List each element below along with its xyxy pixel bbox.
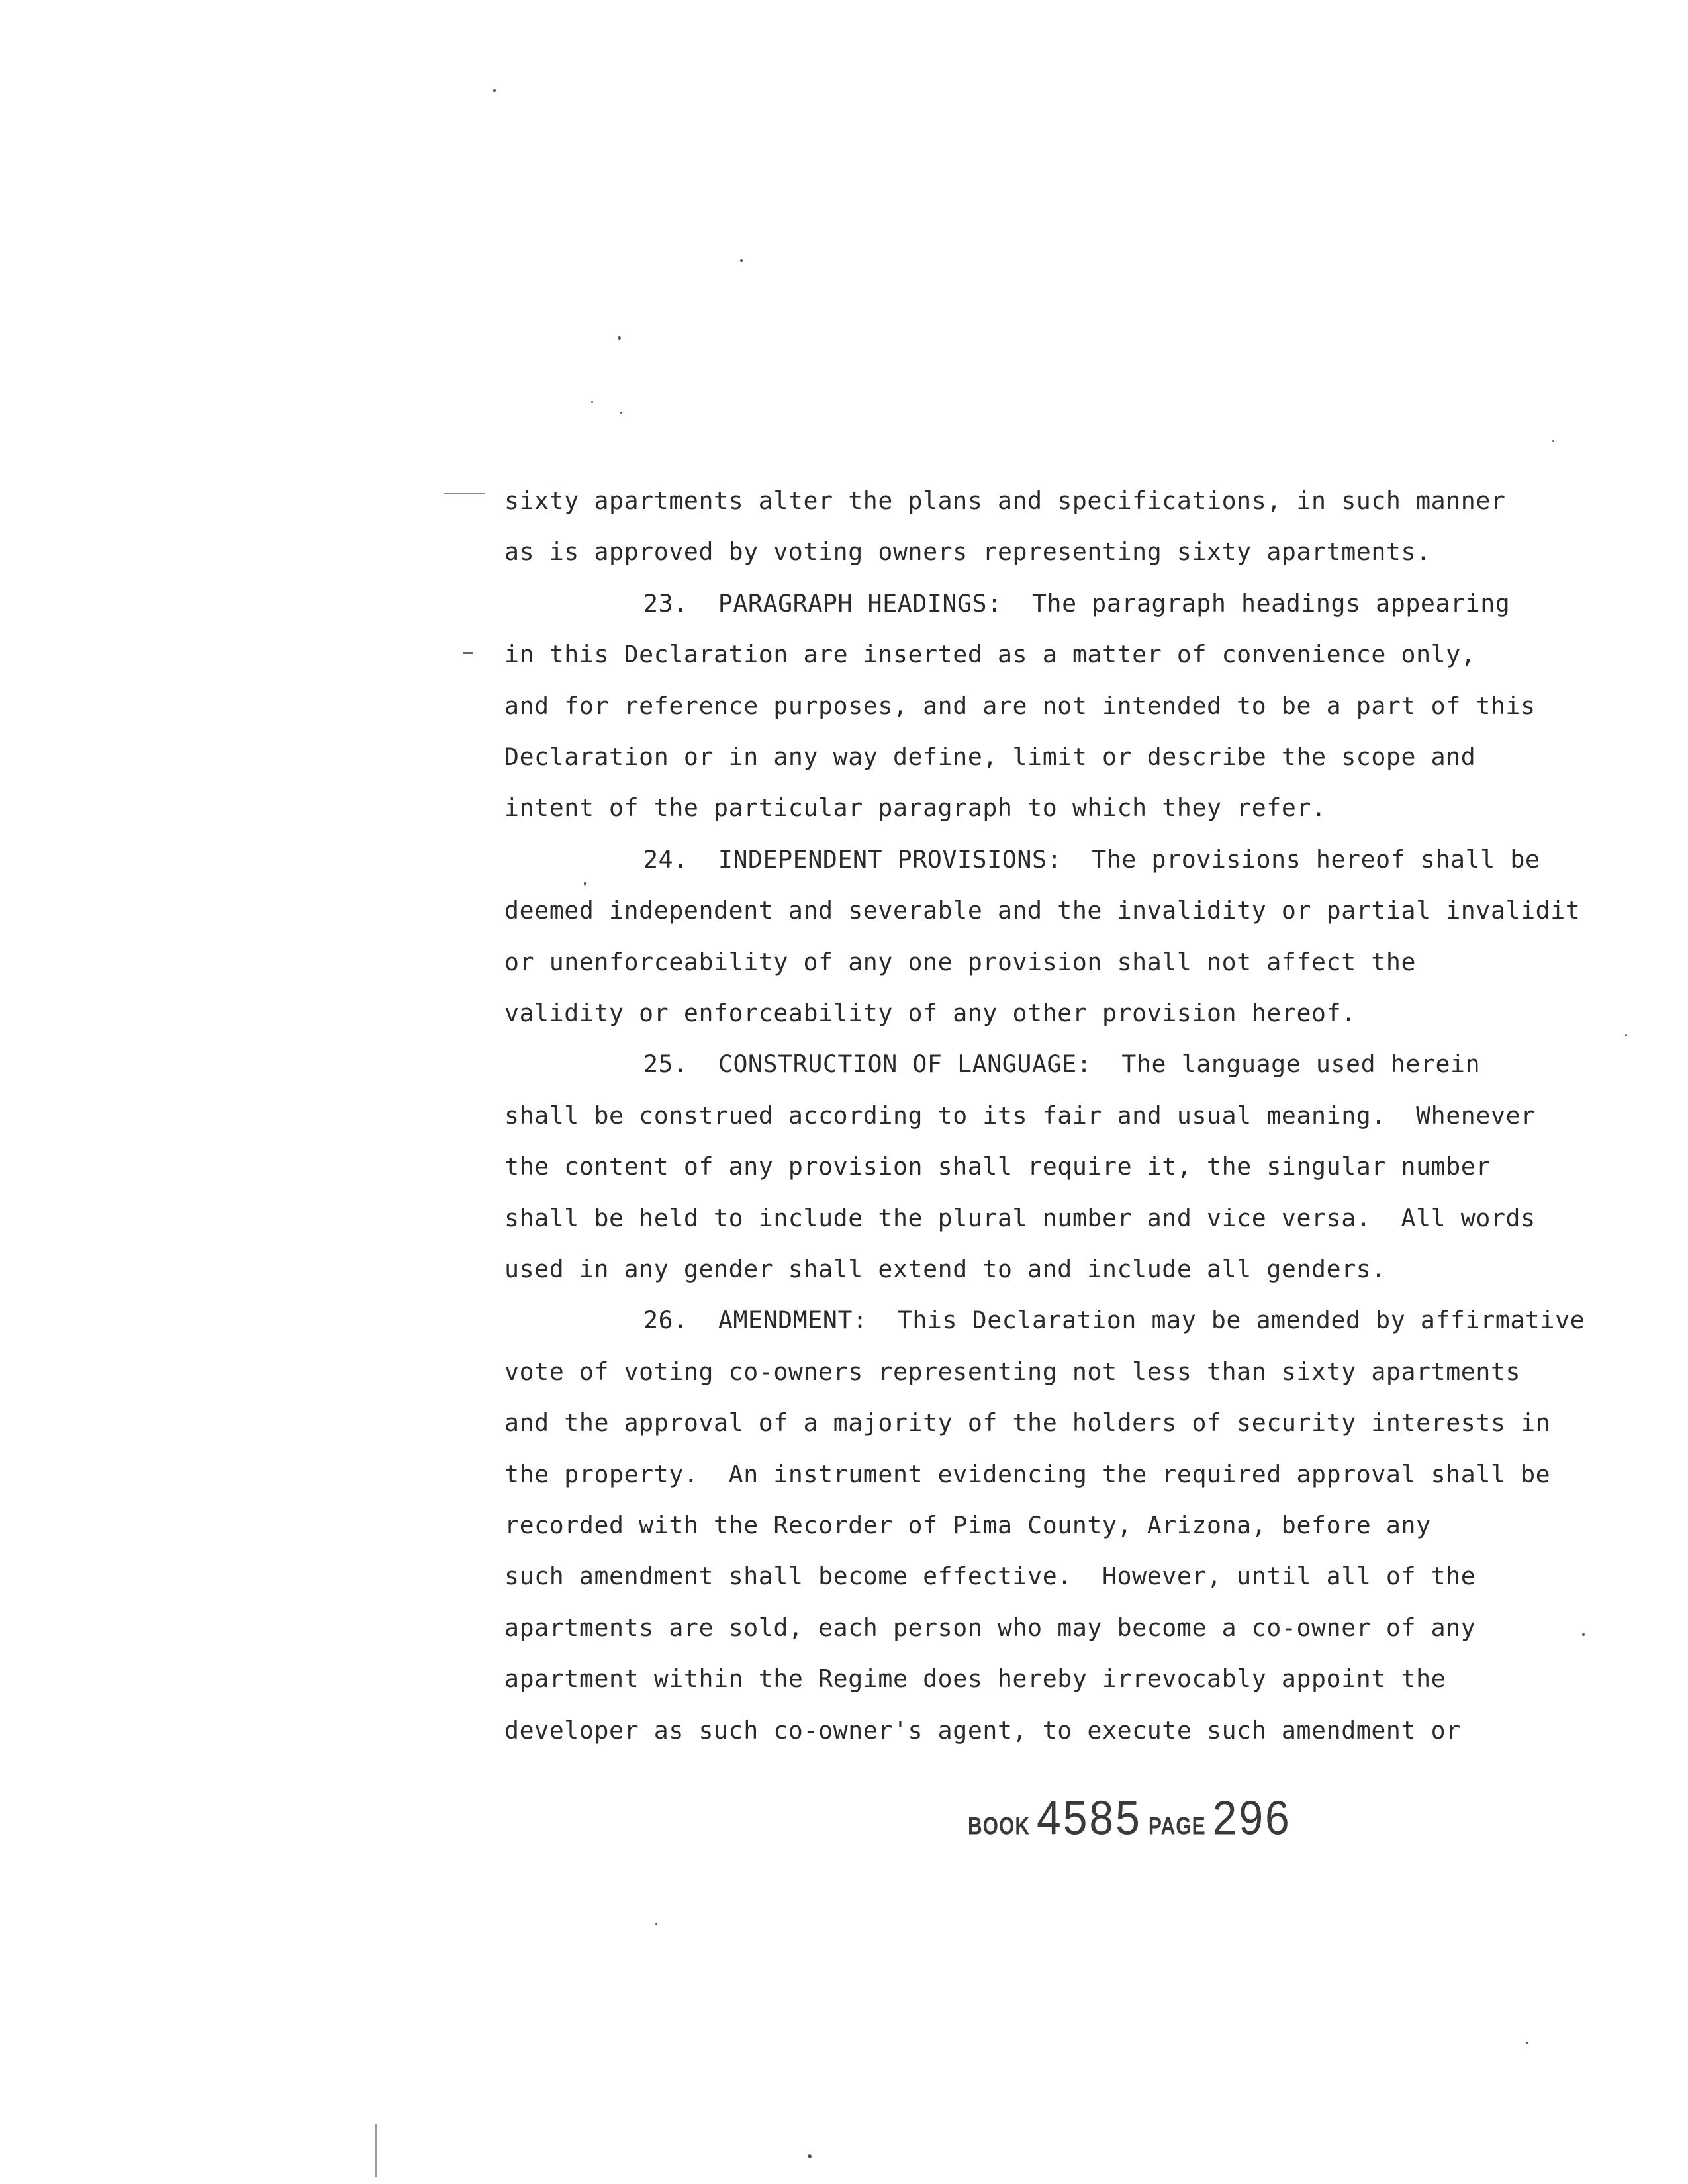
text-line: and for reference purposes, and are not intended to be a part of this: [504, 692, 1536, 720]
scan-speck: [620, 412, 622, 414]
paragraph-23-heading-line: 23. PARAGRAPH HEADINGS: The paragraph headings appearing: [643, 589, 1511, 617]
scan-speck: [493, 89, 496, 92]
text-line: apartments are sold, each person who may become a co-owner of any: [504, 1614, 1476, 1642]
text-line: or unenforceability of any one provision shall not affect the: [504, 948, 1417, 976]
scan-speck: [591, 401, 593, 403]
text-line: vote of voting co-owners representing not less than sixty apartments: [504, 1357, 1521, 1386]
text-line: Declaration or in any way define, limit or describe the scope and: [504, 743, 1476, 771]
scan-speck: [1526, 2042, 1528, 2044]
text-line: shall be held to include the plural number and vice versa. All words: [504, 1204, 1536, 1232]
paragraph-26-heading-line: 26. AMENDMENT: This Declaration may be amended by affirmative: [643, 1306, 1585, 1334]
scan-speck: [1625, 1034, 1627, 1036]
text-line: recorded with the Recorder of Pima County, Arizona, before any: [504, 1511, 1431, 1539]
scan-speck: [655, 1923, 657, 1925]
scan-speck: [1582, 1633, 1585, 1636]
text-line: in this Declaration are inserted as a matter of convenience only,: [504, 640, 1476, 668]
text-line: validity or enforceability of any other provision hereof.: [504, 999, 1356, 1027]
text-line: deemed independent and severable and the invalidity or partial invalidit: [504, 896, 1581, 925]
scan-speck: [740, 259, 743, 262]
page-label: PAGE: [1148, 1812, 1206, 1840]
paragraph-25-heading-line: 25. CONSTRUCTION OF LANGUAGE: The language used herein: [643, 1050, 1481, 1078]
text-line: apartment within the Regime does hereby irrevocably appoint the: [504, 1664, 1446, 1693]
book-number: 4585: [1037, 1790, 1142, 1844]
text-line: sixty apartments alter the plans and specifications, in such manner: [504, 486, 1506, 515]
scan-mark: [444, 493, 485, 494]
scan-speck: [808, 2154, 812, 2158]
text-line: and the approval of a majority of the holders of security interests in: [504, 1408, 1551, 1437]
scan-edge-line: [375, 2124, 377, 2177]
scan-speck: [1552, 440, 1554, 442]
page-number: 296: [1212, 1790, 1291, 1844]
text-line: developer as such co-owner's agent, to execute such amendment or: [504, 1716, 1461, 1745]
book-page-stamp: [968, 1792, 1291, 1843]
text-line: as is approved by voting owners representing sixty apartments.: [504, 537, 1431, 566]
text-line: shall be construed according to its fair and usual meaning. Whenever: [504, 1101, 1536, 1130]
text-line: intent of the particular paragraph to which they refer.: [504, 794, 1327, 822]
scan-speck: [618, 336, 621, 340]
book-label: BOOK: [968, 1812, 1030, 1840]
scan-mark: [463, 652, 473, 654]
scan-speck: [584, 882, 586, 886]
paragraph-24-heading-line: 24. INDEPENDENT PROVISIONS: The provisions hereof shall be: [643, 845, 1540, 874]
text-line: used in any gender shall extend to and include all genders.: [504, 1255, 1386, 1283]
text-line: the content of any provision shall require it, the singular number: [504, 1152, 1491, 1181]
text-line: the property. An instrument evidencing the required approval shall be: [504, 1460, 1551, 1488]
text-line: such amendment shall become effective. However, until all of the: [504, 1562, 1476, 1590]
